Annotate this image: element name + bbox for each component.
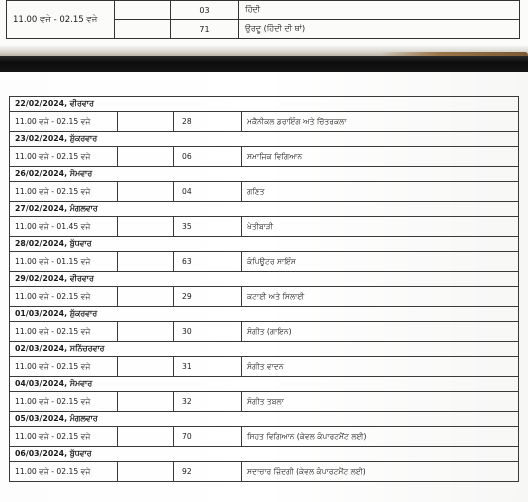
date-row: [10, 307, 519, 322]
table-row: [7, 1, 520, 20]
exam-date: 01/03/2024, ਸ਼ੁੱਕਰਵਾਰ: [10, 307, 519, 322]
blank-cell: [118, 217, 174, 237]
exam-date: 26/02/2024, ਸੋਮਵਾਰ: [10, 167, 519, 182]
blank-cell: [118, 357, 174, 377]
date-row: [10, 97, 519, 112]
date-row: [10, 412, 519, 427]
date-row: [10, 377, 519, 392]
exam-row: [10, 392, 519, 412]
exam-row: [10, 147, 519, 167]
subject-code: 29: [174, 287, 242, 307]
subject-name: ਸਦਾਚਾਰ ਜ਼ਿੰਦਗੀ (ਕੇਵਲ ਕੰਪਾਰਟਮੈਂਟ ਲਈ): [242, 462, 519, 482]
exam-row: [10, 112, 519, 132]
exam-row: [10, 287, 519, 307]
subject-name: ਸਿਹਤ ਵਿਗਿਆਨ (ਕੇਵਲ ਕੰਪਾਰਟਮੈਂਟ ਲਈ): [242, 427, 519, 447]
exam-schedule-table: [9, 96, 519, 482]
subject-code: 63: [174, 252, 242, 272]
schedule-body: [10, 97, 519, 482]
subject-name: ਸੰਗੀਤ ਤਬਲਾ: [242, 392, 519, 412]
exam-date: 28/02/2024, ਬੁੱਧਵਾਰ: [10, 237, 519, 252]
schedule-page: [0, 72, 528, 502]
date-row: [10, 132, 519, 147]
exam-row: [10, 182, 519, 202]
subject-code: 30: [174, 322, 242, 342]
subject-code: 03: [171, 1, 239, 20]
subject-name: ਹਿੰਦੀ: [239, 1, 520, 20]
exam-time: 11.00 ਵਜੇ - 02.15 ਵਜੇ: [10, 147, 118, 167]
subject-code: 32: [174, 392, 242, 412]
subject-code: 06: [174, 147, 242, 167]
blank-cell: [115, 20, 171, 39]
exam-time: 11.00 ਵਜੇ - 02.15 ਵਜੇ: [10, 182, 118, 202]
date-row: [10, 342, 519, 357]
blank-cell: [118, 427, 174, 447]
exam-date: 27/02/2024, ਮੰਗਲਵਾਰ: [10, 202, 519, 217]
exam-time: 11.00 ਵਜੇ - 02.15 ਵਜੇ: [10, 462, 118, 482]
subject-name: ਸੰਗੀਤ ਵਾਦਨ: [242, 357, 519, 377]
date-row: [10, 272, 519, 287]
exam-date: 29/02/2024, ਵੀਰਵਾਰ: [10, 272, 519, 287]
exam-row: [10, 217, 519, 237]
exam-time: 11.00 ਵਜੇ - 02.15 ਵਜੇ: [10, 392, 118, 412]
exam-row: [10, 357, 519, 377]
exam-date: 22/02/2024, ਵੀਰਵਾਰ: [10, 97, 519, 112]
subject-code: 31: [174, 357, 242, 377]
blank-cell: [118, 252, 174, 272]
exam-time: 11.00 ਵਜੇ - 02.15 ਵਜੇ: [10, 427, 118, 447]
blank-cell: [118, 182, 174, 202]
subject-code: 70: [174, 427, 242, 447]
exam-time: 11.00 ਵਜੇ - 01.45 ਵਜੇ: [10, 217, 118, 237]
exam-date: 05/03/2024, ਮੰਗਲਵਾਰ: [10, 412, 519, 427]
blank-cell: [118, 287, 174, 307]
exam-row: [10, 427, 519, 447]
subject-code: 71: [171, 20, 239, 39]
subject-name: ਮਕੈਨੀਕਲ ਡਰਾਇੰਗ ਅਤੇ ਚਿੱਤਰਕਲਾ: [242, 112, 519, 132]
subject-name: ਉਰਦੂ (ਹਿੰਦੀ ਦੀ ਥਾਂ): [239, 20, 520, 39]
blank-cell: [115, 1, 171, 20]
subject-name: ਕੰਪਿਊਟਰ ਸਾਇੰਸ: [242, 252, 519, 272]
exam-time: 11.00 ਵਜੇ - 02.15 ਵਜੇ: [10, 112, 118, 132]
exam-date: 02/03/2024, ਸਨਿੱਚਰਵਾਰ: [10, 342, 519, 357]
date-row: [10, 237, 519, 252]
subject-code: 92: [174, 462, 242, 482]
exam-row: [10, 462, 519, 482]
subject-code: 35: [174, 217, 242, 237]
exam-row: [10, 322, 519, 342]
subject-name: ਖੇਤੀਬਾੜੀ: [242, 217, 519, 237]
subject-code: 28: [174, 112, 242, 132]
exam-date: 23/02/2024, ਸ਼ੁੱਕਰਵਾਰ: [10, 132, 519, 147]
exam-time: 11.00 ਵਜੇ - 01.15 ਵਜੇ: [10, 252, 118, 272]
blank-cell: [118, 147, 174, 167]
exam-time: 11.00 ਵਜੇ - 02.15 ਵਜੇ: [10, 287, 118, 307]
page-gap: [0, 56, 528, 72]
exam-time: 11.00 ਵਜੇ - 02.15 ਵਜੇ: [10, 357, 118, 377]
subject-name: ਗਣਿਤ: [242, 182, 519, 202]
blank-cell: [118, 462, 174, 482]
subject-name: ਕਟਾਈ ਅਤੇ ਸਿਲਾਈ: [242, 287, 519, 307]
exam-time: 11.00 ਵਜੇ - 02.15 ਵਜੇ: [10, 322, 118, 342]
blank-cell: [118, 112, 174, 132]
exam-date: 04/03/2024, ਸੋਮਵਾਰ: [10, 377, 519, 392]
subject-name: ਸਮਾਜਿਕ ਵਿਗਿਆਨ: [242, 147, 519, 167]
blank-cell: [118, 392, 174, 412]
blank-cell: [118, 322, 174, 342]
top-schedule-table: [6, 0, 520, 39]
date-row: [10, 167, 519, 182]
exam-row: [10, 252, 519, 272]
subject-code: 04: [174, 182, 242, 202]
exam-date: 06/03/2024, ਬੁੱਧਵਾਰ: [10, 447, 519, 462]
date-row: [10, 447, 519, 462]
subject-name: ਸੰਗੀਤ (ਗਾਇਨ): [242, 322, 519, 342]
date-row: [10, 202, 519, 217]
time-cell: 11.00 ਵਜੇ - 02.15 ਵਜੇ: [7, 1, 115, 39]
